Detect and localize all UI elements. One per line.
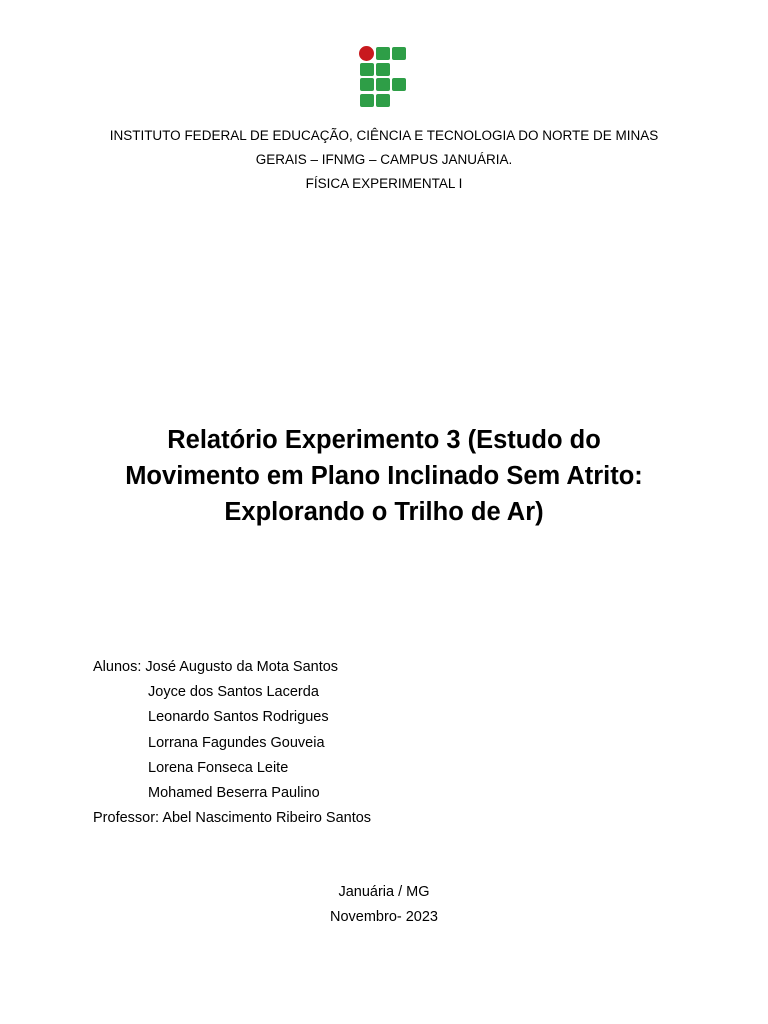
logo-square [376, 47, 390, 60]
ifnmg-logo-icon [359, 46, 407, 108]
report-title [60, 422, 708, 530]
institution-logo [359, 46, 407, 108]
student-name: Lorena Fonseca Leite [148, 759, 289, 776]
student-name: Joyce dos Santos Lacerda [148, 684, 319, 701]
institution-line-2: GERAIS – IFNMG – CAMPUS JANUÁRIA. [255, 152, 513, 167]
professor-label: Professor: [93, 810, 163, 827]
logo-square [392, 47, 406, 60]
professor-row [93, 806, 371, 831]
student-name: Leonardo Santos Rodrigues [148, 709, 329, 726]
report-title-line-3: Explorando o Trilho de Ar) [224, 498, 544, 526]
logo-square [360, 94, 374, 107]
date: Novembro- 2023 [330, 909, 438, 925]
report-title-line-2: Movimento em Plano Inclinado Sem Atrito: [125, 462, 643, 490]
institution-header [60, 124, 708, 196]
logo-square [360, 78, 374, 91]
logo-square [360, 63, 374, 76]
course-name: FÍSICA EXPERIMENTAL I [305, 176, 463, 191]
footer-block [60, 880, 708, 930]
logo-square [376, 63, 390, 76]
student-name: Lorrana Fagundes Gouveia [148, 734, 325, 751]
logo-square [376, 94, 390, 107]
students-row [93, 655, 371, 680]
location: Januária / MG [338, 884, 430, 900]
logo-red-circle [359, 46, 374, 61]
authors-block [93, 655, 371, 831]
logo-square [376, 78, 390, 91]
logo-square [392, 78, 406, 91]
student-name: José Augusto da Mota Santos [145, 659, 339, 675]
professor-name: Abel Nascimento Ribeiro Santos [162, 810, 372, 827]
report-title-line-1: Relatório Experimento 3 (Estudo do [167, 426, 601, 454]
institution-line-1: INSTITUTO FEDERAL DE EDUCAÇÃO, CIÊNCIA E TECNOLOGIA DO NORTE DE MINAS [109, 128, 659, 143]
students-label: Alunos: [93, 659, 146, 675]
student-name: Mohamed Beserra Paulino [148, 784, 320, 801]
